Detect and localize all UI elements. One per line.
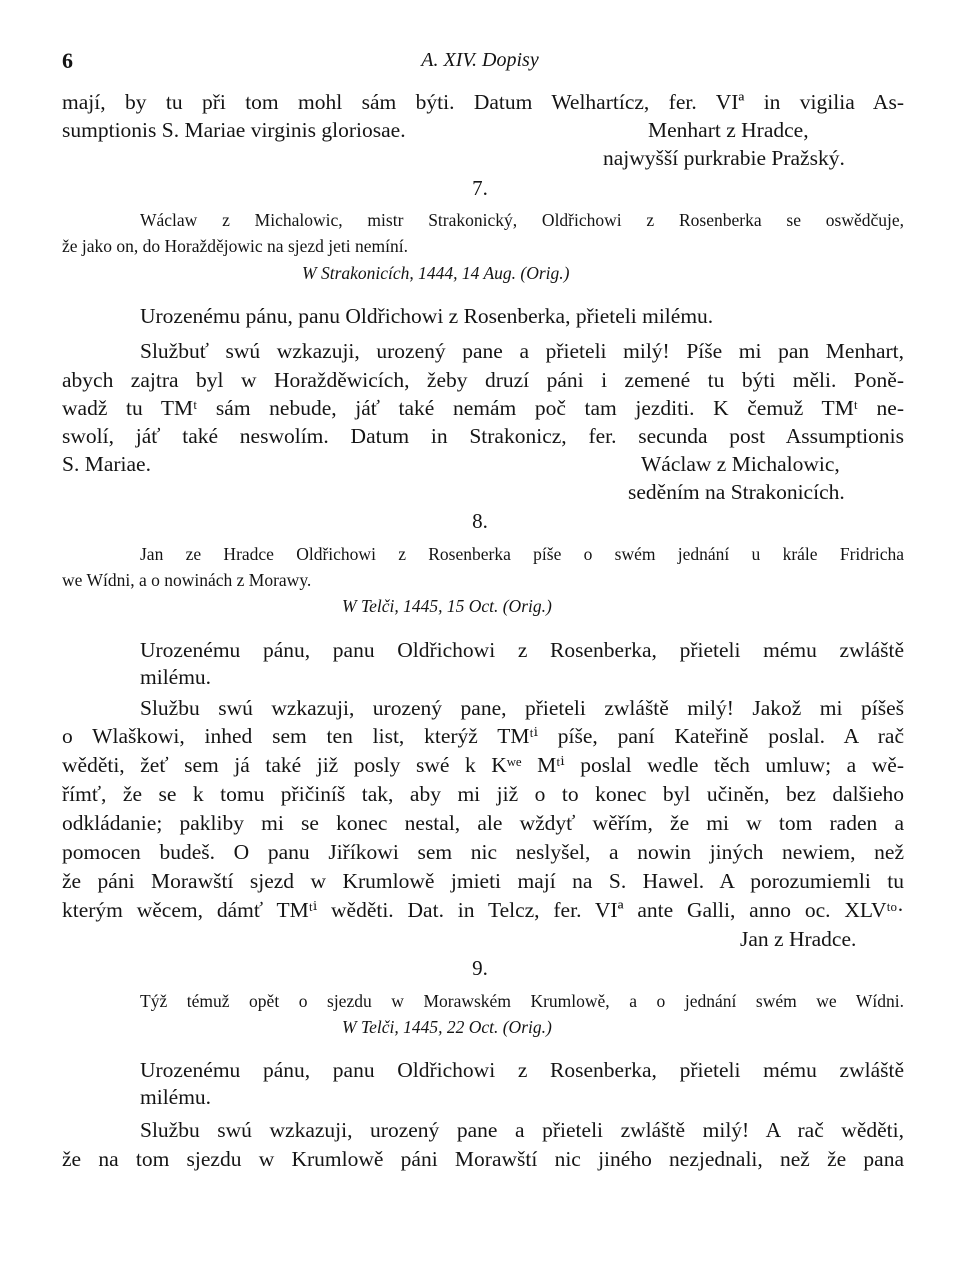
letter-text-line: pomocen budeš. O panu Jiříkowi sem nic neslyšel, a nowin jiných newiem, než <box>62 840 904 864</box>
letter-address: milému. <box>140 665 212 689</box>
letter-summary: Jan ze Hradce Oldřichowi z Rosenberka píše o swém jednání u krále Fridricha <box>140 544 904 564</box>
letter-text-line: že páni Morawští sjezd w Krumlowě jmieti mají na S. Hawel. A porozumiemli tu <box>62 869 904 893</box>
letter-summary: Wáclaw z Michalowic, mistr Strakonický, Oldřichowi z Rosenberka se oswědčuje, <box>140 210 904 230</box>
page-number: 6 <box>62 48 73 73</box>
signature-line: Jan z Hradce. <box>740 927 857 951</box>
letter-dateline: W Strakonicích, 1444, 14 Aug. (Orig.) <box>302 263 570 283</box>
intro-line: mají, by tu při tom mohl sám býti. Datum Welhartícz, fer. VIª in vigilia As- <box>62 90 904 114</box>
letter-text-line: wadž tu TMᵗ sám nebude, jáť také nemám poč tam jezditi. K čemuž TMᵗ ne- <box>62 396 904 420</box>
letter-address: Urozenému pánu, panu Oldřichowi z Rosenberka, přieteli mému zwláště <box>140 638 904 662</box>
intro-line: sumptionis S. Mariae virginis gloriosae. <box>62 118 406 142</box>
letter-text-line: Službuť swú wzkazuji, urozený pane a přieteli milý! Píše mi pan Menhart, <box>140 339 904 363</box>
letter-text-line: wěděti, žeť sem já také již posly swé k Kʷᵉ Mᵗⁱ poslal wedle těch umluw; a wě- <box>62 753 904 777</box>
letter-address: Urozenému pánu, panu Oldřichowi z Rosenberka, přieteli milému. <box>140 304 714 328</box>
signature-line: Wáclaw z Michalowic, <box>641 452 840 476</box>
letter-text-line: swolí, jáť také neswolím. Datum in Strakonicz, fer. secunda post Assumptionis <box>62 424 904 448</box>
letter-text-line: Službu swú wzkazuji, urozený pane a přieteli zwláště milý! A rač wěděti, <box>140 1118 904 1142</box>
signature-line: Menhart z Hradce, <box>648 118 809 142</box>
letter-address: Urozenému pánu, panu Oldřichowi z Rosenberka, přieteli mému zwláště <box>140 1058 904 1082</box>
letter-text-line: kterým wěcem, dámť TMᵗⁱ wěděti. Dat. in Telcz, fer. VIª ante Galli, anno oc. XLVᵗᵒ· <box>62 898 904 922</box>
letter-address: milému. <box>140 1085 212 1109</box>
letter-dateline: W Telči, 1445, 22 Oct. (Orig.) <box>342 1017 552 1037</box>
letter-text-line: Službu swú wzkazuji, urozený pane, přieteli zwláště milý! Jakož mi píšeš <box>140 696 904 720</box>
letter-number: 8. <box>472 509 488 533</box>
running-title: A. XIV. Dopisy <box>421 49 539 71</box>
letter-text-line: že na tom sjezdu w Krumlowě páni Morawští nic jiného nezjednali, než že pana <box>62 1147 904 1171</box>
letter-number: 7. <box>472 176 488 200</box>
letter-number: 9. <box>472 956 488 980</box>
letter-summary: Týž témuž opět o sjezdu w Morawském Krumlowě, a o jednání swém we Wídni. <box>140 991 904 1011</box>
signature-line: seděním na Strakonicích. <box>628 480 845 504</box>
letter-summary: we Wídni, a o nowinách z Morawy. <box>62 570 312 590</box>
letter-text-line: odkládanie; pakliby mi se konec nestal, ale wždyť wěřím, že mi w tom raden a <box>62 811 904 835</box>
letter-text-line: S. Mariae. <box>62 452 151 476</box>
letter-text-line: abych zajtra byl w Horažděwicích, žeby druzí páni i zemené tu býti měli. Poně- <box>62 368 904 392</box>
letter-summary: že jako on, do Horaždějowic na sjezd jeti nemíní. <box>62 236 408 256</box>
letter-text-line: římť, že se k tomu přičiníš tak, aby mi již o to konec byl učiněn, bez dalšieho <box>62 782 904 806</box>
letter-dateline: W Telči, 1445, 15 Oct. (Orig.) <box>342 596 552 616</box>
signature-line: najwyšší purkrabie Pražský. <box>603 146 845 170</box>
letter-text-line: o Wlaškowi, inhed sem ten list, kterýž TMᵗⁱ píše, paní Kateřině poslal. A rač <box>62 724 904 748</box>
